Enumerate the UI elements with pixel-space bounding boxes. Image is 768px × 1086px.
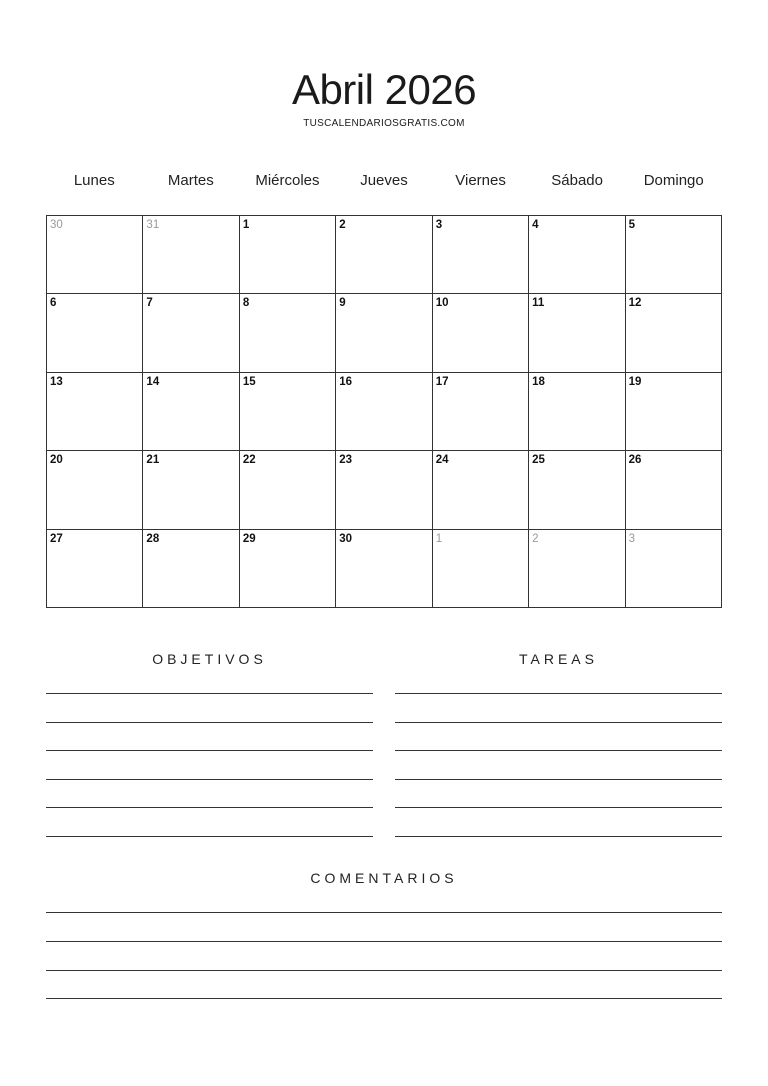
day-number: 5	[628, 219, 635, 231]
day-number: 30	[50, 219, 63, 231]
day-number: 24	[435, 454, 449, 467]
tareas-heading: TAREAS	[519, 651, 598, 667]
day-cell[interactable]	[626, 216, 722, 294]
day-cell[interactable]	[626, 451, 722, 529]
weekday-label: Sábado	[551, 172, 603, 189]
weekday-label: Domingo	[643, 172, 704, 189]
day-number: 15	[242, 375, 256, 388]
objetivo-write-line[interactable]	[46, 836, 373, 837]
objetivo-write-line[interactable]	[46, 750, 373, 751]
objetivo-write-line[interactable]	[46, 807, 373, 808]
day-number: 28	[146, 532, 160, 545]
day-cell[interactable]	[433, 373, 529, 451]
day-cell[interactable]	[240, 294, 336, 372]
day-cell[interactable]	[529, 530, 625, 608]
tarea-write-line[interactable]	[395, 779, 722, 780]
day-cell[interactable]	[47, 373, 143, 451]
day-number: 14	[146, 375, 160, 388]
day-number: 4	[532, 219, 539, 231]
comentario-write-line[interactable]	[46, 941, 722, 942]
day-number: 19	[628, 375, 642, 388]
day-cell[interactable]	[336, 451, 432, 529]
day-number: 13	[50, 375, 63, 388]
day-number: 12	[628, 297, 642, 310]
day-number: 22	[242, 454, 256, 467]
day-cell[interactable]	[529, 216, 625, 294]
day-number: 9	[339, 297, 346, 310]
objetivo-write-line[interactable]	[46, 779, 373, 780]
day-cell[interactable]	[240, 216, 336, 294]
day-cell[interactable]	[433, 530, 529, 608]
tarea-write-line[interactable]	[395, 750, 722, 751]
weekday-label: Jueves	[360, 172, 408, 189]
day-cell[interactable]	[143, 373, 239, 451]
day-cell[interactable]	[336, 216, 432, 294]
weekday-label: Viernes	[455, 172, 506, 189]
tarea-write-line[interactable]	[395, 807, 722, 808]
objetivo-write-line[interactable]	[46, 693, 373, 694]
day-number: 10	[435, 297, 449, 310]
day-cell[interactable]	[336, 373, 432, 451]
day-number: 31	[146, 219, 160, 231]
day-number: 23	[339, 454, 353, 467]
comentarios-heading: COMENTARIOS	[310, 870, 458, 886]
tarea-write-line[interactable]	[395, 836, 722, 837]
day-cell[interactable]	[336, 294, 432, 372]
comentario-write-line[interactable]	[46, 912, 722, 913]
day-cell[interactable]	[143, 216, 239, 294]
day-number: 3	[628, 532, 635, 545]
day-number: 11	[532, 297, 545, 310]
day-number: 1	[435, 532, 443, 545]
day-number: 30	[339, 532, 353, 545]
objetivos-heading: OBJETIVOS	[152, 651, 267, 667]
page-title: Abril 2026	[291, 66, 477, 113]
day-cell[interactable]	[433, 451, 529, 529]
day-cell[interactable]	[143, 451, 239, 529]
day-number: 25	[532, 454, 545, 467]
day-cell[interactable]	[47, 216, 143, 294]
day-number: 2	[532, 532, 539, 545]
day-cell[interactable]	[433, 216, 529, 294]
day-cell[interactable]	[626, 373, 722, 451]
day-number: 7	[146, 297, 153, 310]
tarea-write-line[interactable]	[395, 722, 722, 723]
day-number: 21	[146, 454, 160, 467]
day-cell[interactable]	[240, 451, 336, 529]
day-number: 18	[532, 375, 545, 388]
day-number: 26	[628, 454, 642, 467]
day-cell[interactable]	[529, 451, 625, 529]
day-number: 29	[242, 532, 256, 545]
day-cell[interactable]	[529, 373, 625, 451]
day-number: 8	[242, 297, 250, 310]
day-number: 2	[339, 219, 346, 231]
day-cell[interactable]	[47, 530, 143, 608]
comentario-write-line[interactable]	[46, 970, 722, 971]
day-cell[interactable]	[240, 373, 336, 451]
day-cell[interactable]	[336, 530, 432, 608]
site-url: TUSCALENDARIOSGRATIS.COM	[303, 118, 465, 129]
day-number: 6	[50, 297, 57, 310]
day-number: 20	[50, 454, 63, 467]
day-cell[interactable]	[47, 451, 143, 529]
calendar-grid	[46, 215, 722, 608]
tarea-write-line[interactable]	[395, 693, 722, 694]
comentario-write-line[interactable]	[46, 998, 722, 999]
weekday-label: Miércoles	[255, 172, 320, 189]
day-cell[interactable]	[143, 294, 239, 372]
day-cell[interactable]	[433, 294, 529, 372]
day-cell[interactable]	[143, 530, 239, 608]
weekday-header-row	[46, 170, 722, 192]
day-cell[interactable]	[240, 530, 336, 608]
weekday-label: Martes	[167, 172, 214, 189]
day-number: 16	[339, 375, 353, 388]
objetivo-write-line[interactable]	[46, 722, 373, 723]
day-number: 27	[50, 532, 63, 545]
weekday-label: Lunes	[73, 172, 115, 189]
day-cell[interactable]	[47, 294, 143, 372]
day-cell[interactable]	[626, 294, 722, 372]
day-number: 3	[435, 219, 443, 231]
day-cell[interactable]	[626, 530, 722, 608]
day-number: 17	[435, 375, 449, 388]
day-cell[interactable]	[529, 294, 625, 372]
day-number: 1	[242, 219, 250, 231]
